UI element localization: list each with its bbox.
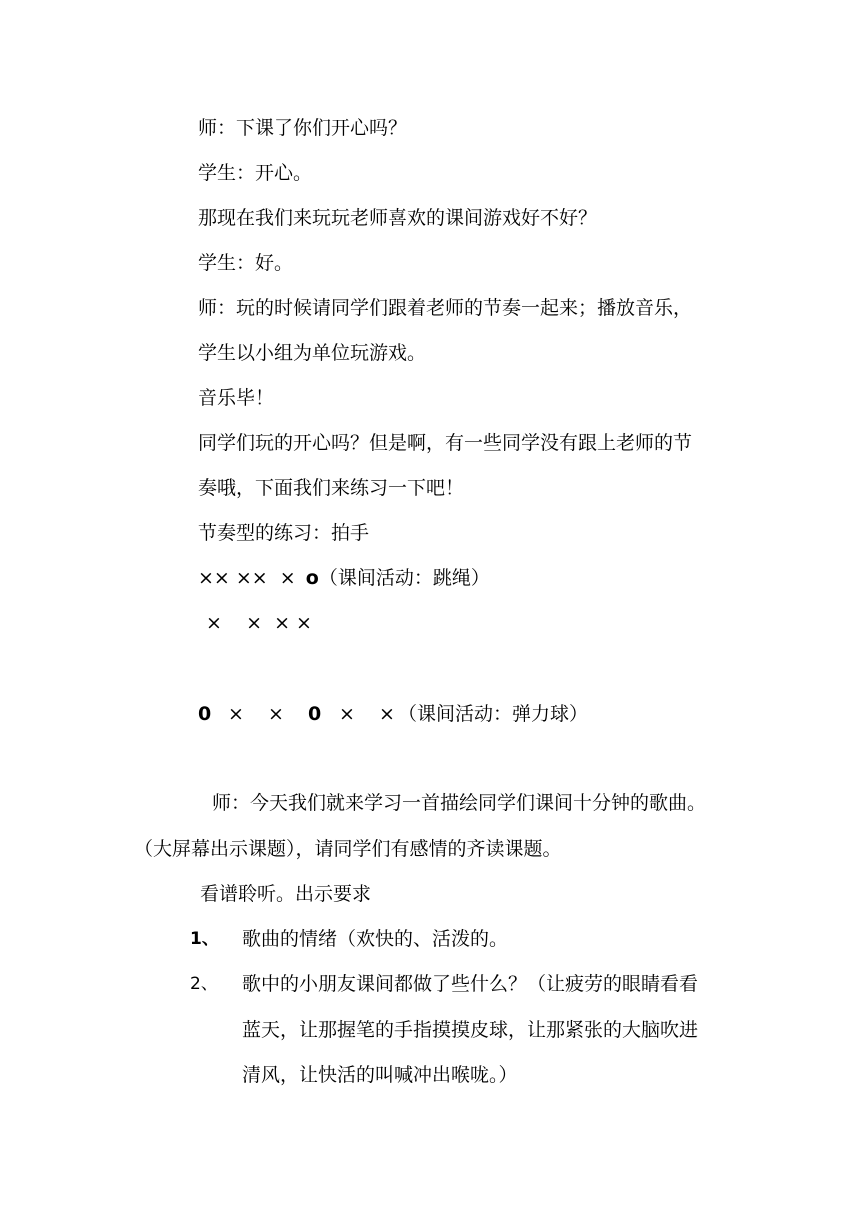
rhythm-marks: ×× ×× × (198, 567, 296, 589)
dialog-line-8: 同学们玩的开心吗？但是啊，有一些同学没有跟上老师的节 (198, 432, 693, 454)
listen-heading: 看谱聆听。出示要求 (200, 883, 372, 905)
rhythm-mark: × (379, 703, 395, 725)
rhythm-mark: × (268, 703, 284, 725)
rhythm-line-2: × × × × (206, 612, 312, 634)
dialog-line-5: 师：玩的时候请同学们跟着老师的节奏一起来；播放音乐， (198, 297, 693, 319)
teacher-line-1: 师：今天我们就来学习一首描绘同学们课间十分钟的歌曲。 (212, 792, 707, 814)
item-text: 歌中的小朋友课间都做了些什么？（让疲劳的眼睛看看 (242, 973, 699, 995)
dialog-line-6: 学生以小组为单位玩游戏。 (198, 342, 427, 364)
dialog-line-7: 音乐毕！ (198, 387, 275, 409)
rhythm-mark: × (228, 703, 244, 725)
rhythm-activity: （课间活动：弹力球） (398, 703, 589, 725)
dialog-line-10: 节奏型的练习：拍手 (198, 522, 370, 544)
item-number: 1、 (190, 929, 219, 949)
item-text-continued: 清风，让快活的叫喊冲出喉咙。） (242, 1064, 518, 1086)
dialog-line-3: 那现在我们来玩玩老师喜欢的课间游戏好不好？ (198, 207, 598, 229)
item-text: 歌曲的情绪（欢快的、活泼的。 (242, 928, 509, 950)
rhythm-zero: 0 (198, 703, 212, 725)
dialog-line-4: 学生：好。 (198, 252, 294, 274)
item-text-continued: 蓝天，让那握笔的手指摸摸皮球，让那紧张的大脑吹进 (242, 1019, 699, 1041)
item-number: 2、 (190, 974, 218, 994)
rhythm-mark: × (339, 703, 355, 725)
rhythm-rest: o (305, 567, 319, 589)
rhythm-zero: 0 (308, 703, 322, 725)
dialog-line-1: 师：下课了你们开心吗？ (198, 117, 408, 139)
rhythm-activity: （课间活动：跳绳） (318, 567, 490, 589)
dialog-line-2: 学生：开心。 (198, 162, 313, 184)
teacher-line-2: （大屏幕出示课题），请同学们有感情的齐读课题。 (134, 838, 562, 860)
dialog-line-9: 奏哦，下面我们来练习一下吧！ (198, 477, 465, 499)
rhythm-line-1 (198, 566, 490, 590)
